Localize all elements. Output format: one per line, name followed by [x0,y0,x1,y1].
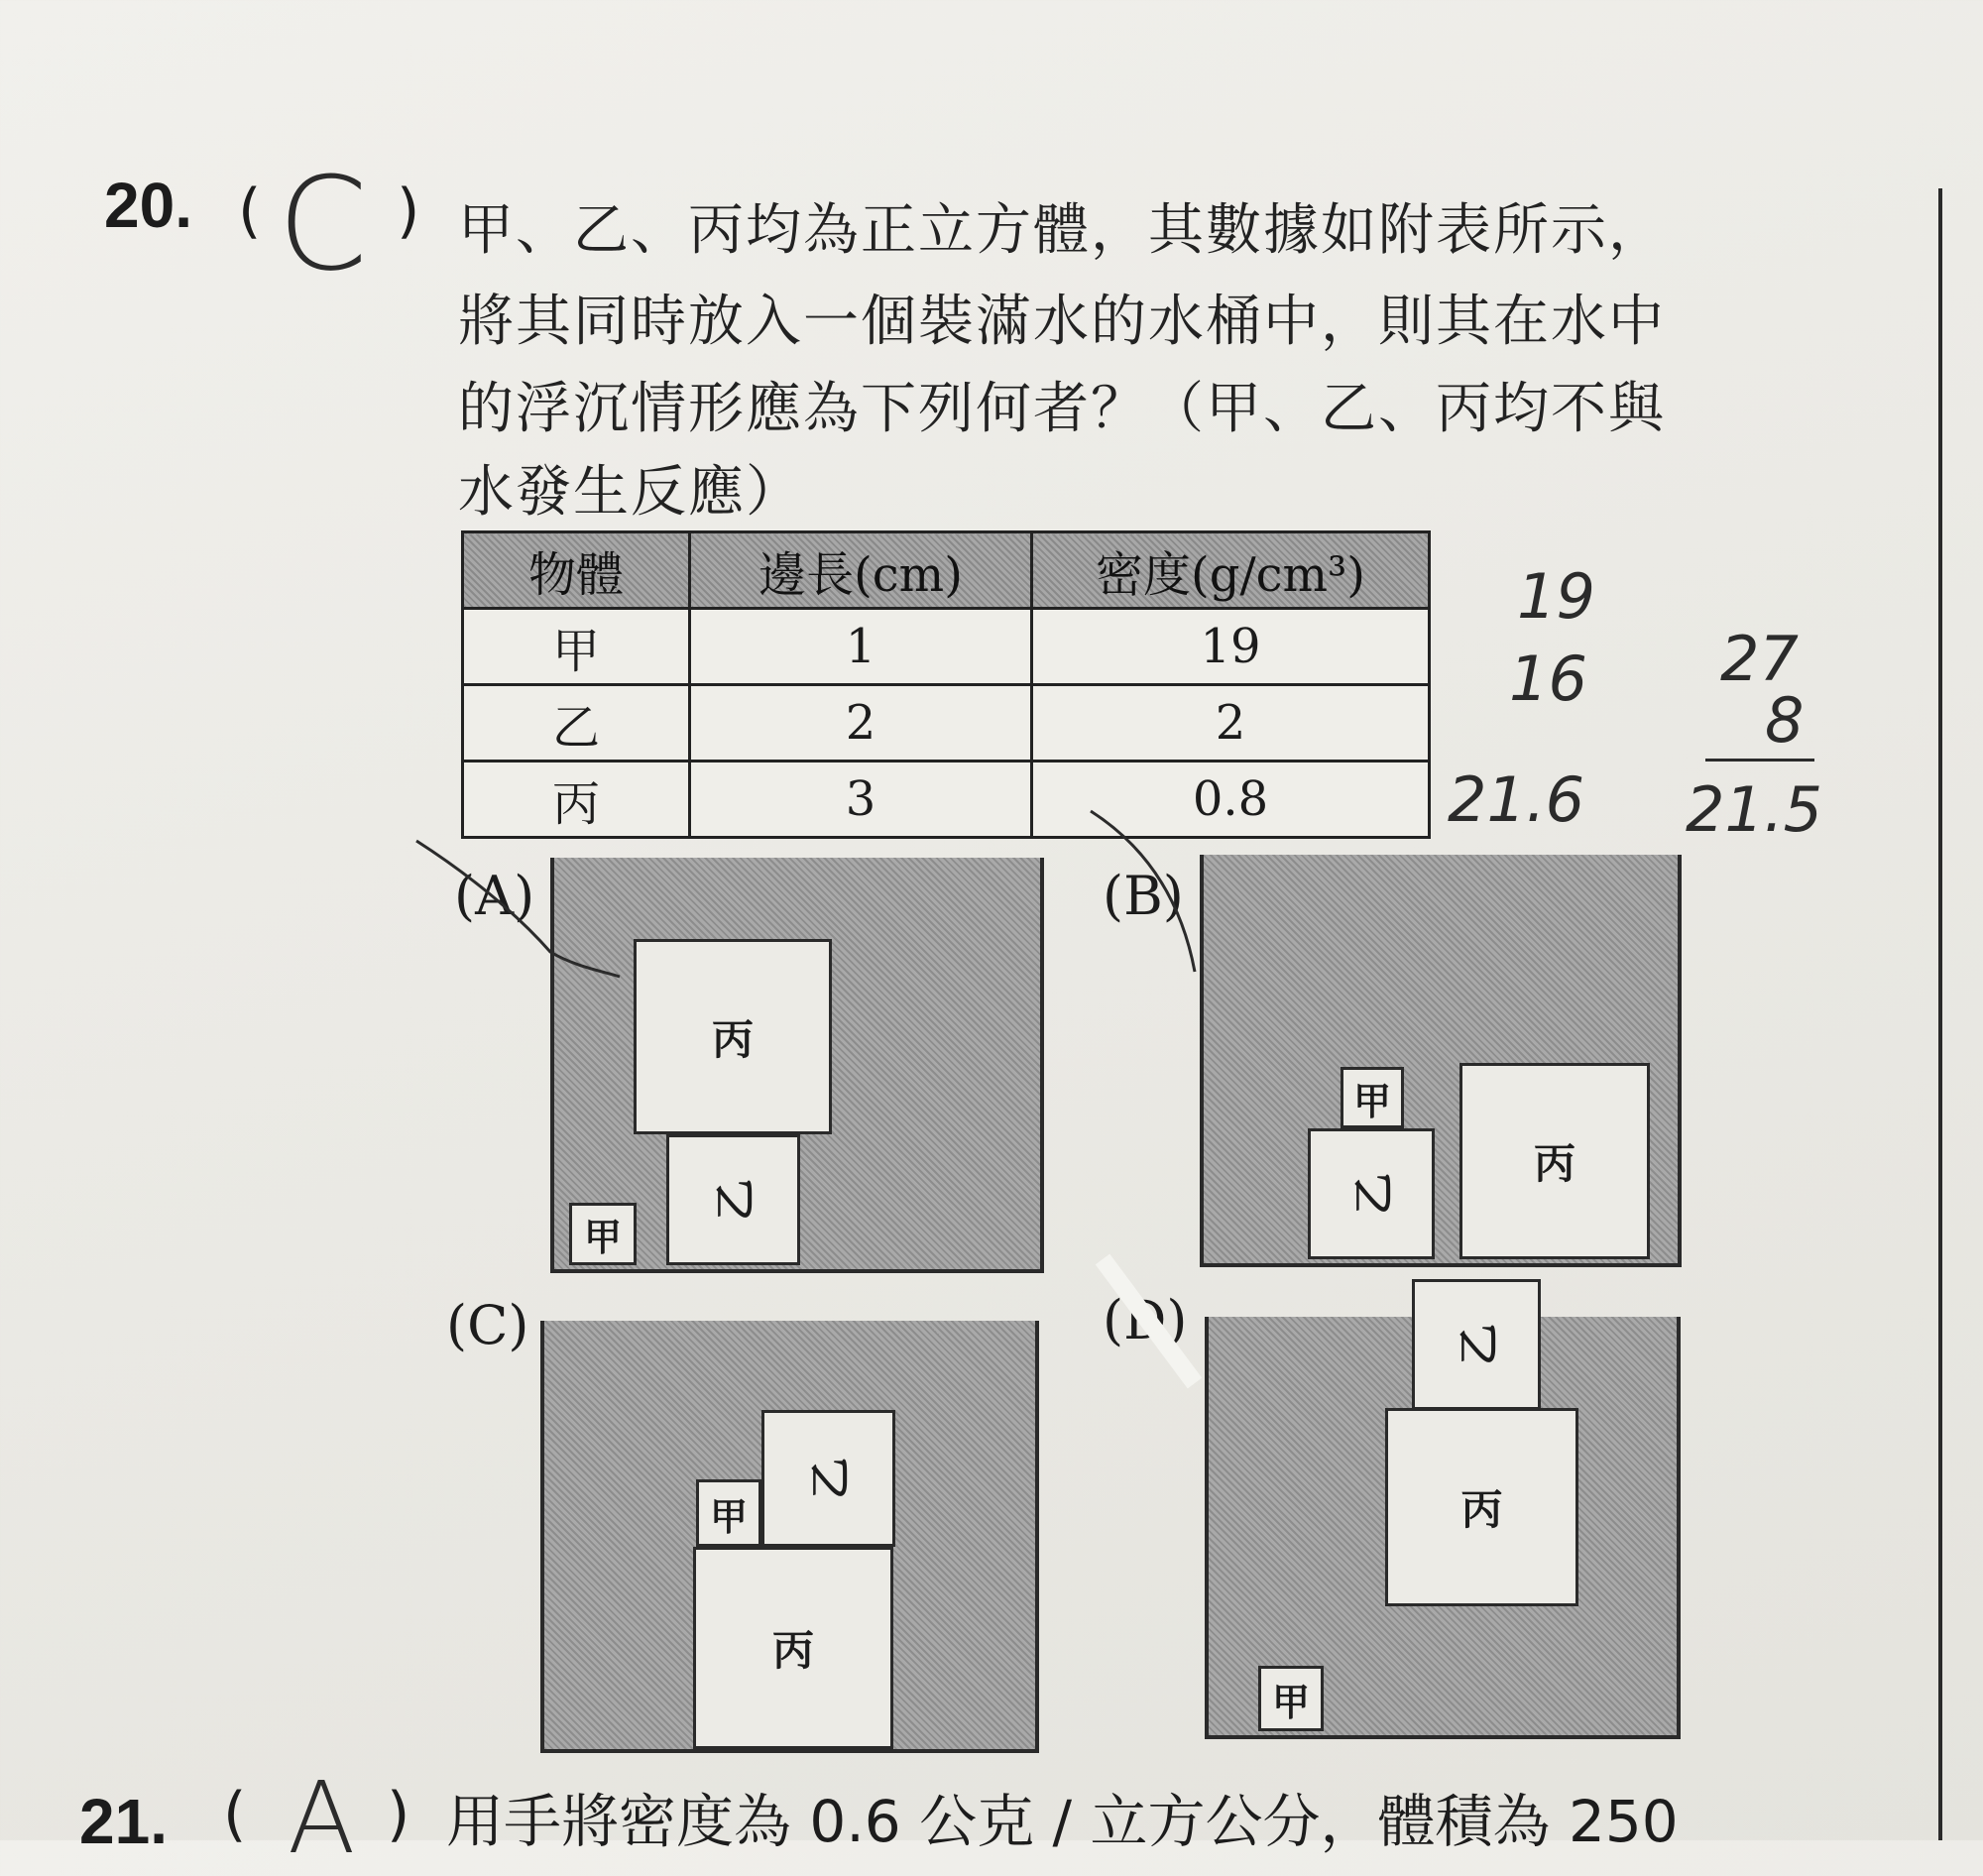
cell-density: 2 [1032,685,1430,762]
cell-side-length: 2 [690,685,1032,762]
header-side-length: 邊長(cm) [690,532,1032,609]
cell-object: 丙 [463,762,690,838]
cube-label: 丙 [711,1014,754,1064]
question-21-number: 21. [79,1786,168,1857]
cube-label: 丙 [771,1626,814,1675]
question-stem-line-4: 水發生反應） [458,460,803,525]
q21-answer-handwritten-mark: A [288,1760,356,1876]
cube-label: 甲 [1271,1680,1310,1724]
header-density: 密度(g/cm³) [1032,532,1430,609]
cell-object: 乙 [463,685,690,762]
cube-label: 丙 [1533,1139,1575,1188]
handwritten-number: 19 [1517,560,1595,633]
question-stem-line-3: 的浮沉情形應為下列何者？（甲、乙、丙均不與 [458,377,1666,441]
question-20-number: 20. [104,170,192,241]
handwritten-number: 21.6 [1448,763,1585,836]
option-a-label: (A) [454,865,535,927]
answer-handwritten-mark: C [278,149,368,299]
answer-close-paren: ) [397,176,420,246]
answer-open-paren: ( [238,176,262,246]
cell-density: 0.8 [1032,762,1430,838]
question-21-text: 用手將密度為 0.6 公克 / 立方公分，體積為 250 [446,1788,1679,1855]
handwritten-number: 8 [1765,684,1805,757]
q21-close-paren: ) [387,1780,410,1849]
option-d-label: (D) [1103,1289,1188,1351]
cube-label: 甲 [1352,1079,1391,1123]
option-c-label: (C) [446,1294,529,1356]
header-object: 物體 [463,532,690,609]
option-b-label: (B) [1103,865,1184,927]
cube-label: 甲 [709,1494,748,1539]
cube-label: 甲 [583,1216,622,1259]
question-stem-line-2: 將其同時放入一個裝滿水的水桶中，則其在水中 [458,290,1666,354]
cube-label: 乙 [1348,1172,1398,1216]
cell-object: 甲 [463,609,690,685]
cell-side-length: 3 [690,762,1032,838]
q21-open-paren: ( [223,1780,247,1849]
cube-label: 丙 [1460,1485,1503,1534]
cube-label: 乙 [1454,1323,1503,1366]
handwritten-number: 16 [1509,643,1587,715]
question-stem-line-1: 甲、乙、丙均為正立方體，其數據如附表所示， [458,198,1666,263]
handwritten-number: 27 [1720,623,1799,695]
handwritten-number: 21.5 [1686,773,1823,846]
cube-label: 乙 [711,1178,760,1222]
cell-side-length: 1 [690,609,1032,685]
cell-density: 19 [1032,609,1430,685]
cube-label: 乙 [806,1457,856,1500]
